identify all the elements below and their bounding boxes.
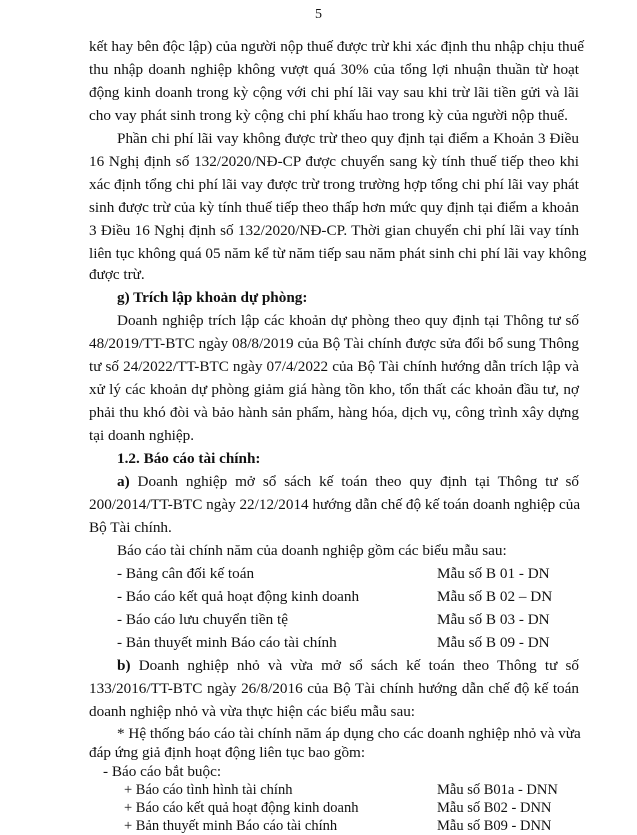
report-code: Mẫu số B09 - DNN bbox=[437, 818, 552, 834]
report-code: Mẫu số B01a - DNN bbox=[437, 782, 558, 798]
mandatory-label: - Báo cáo bắt buộc: bbox=[103, 763, 222, 780]
para-a-first-line bbox=[117, 471, 579, 493]
body-line: tại doanh nghiệp. bbox=[89, 427, 195, 444]
report-name: - Báo cáo kết quả hoạt động kinh doanh bbox=[117, 588, 360, 605]
para-b-first-line bbox=[117, 655, 579, 677]
body-line: * Hệ thống báo cáo tài chính năm áp dụng cho các doanh nghiệp nhỏ và vừa bbox=[117, 725, 581, 742]
para-a-label: a) bbox=[117, 473, 130, 490]
page-number: 5 bbox=[315, 7, 322, 22]
body-line: 133/2016/TT-BTC ngày 26/8/2016 của Bộ Tài chính hướng dẫn chế độ kế toán bbox=[89, 680, 579, 697]
body-line: xác định tổng chi phí lãi vay được trừ trong trường hợp tổng chi phí lãi vay phát bbox=[89, 176, 579, 193]
report-name: - Bản thuyết minh Báo cáo tài chính bbox=[117, 634, 337, 651]
body-line: 48/2019/TT-BTC ngày 08/8/2019 của Bộ Tài chính được sửa đổi bổ sung Thông bbox=[89, 335, 579, 352]
body-line: Doanh nghiệp nhỏ và vừa mở sổ sách kế toán theo Thông tư số bbox=[130, 657, 579, 674]
body-line: động kinh doanh trong kỳ cộng với chi phí lãi vay sau khi trừ lãi tiền gửi và lãi bbox=[89, 84, 579, 101]
body-line: phải thu khó đòi và bảo hành sản phẩm, hàng hóa, dịch vụ, công trình xây dựng bbox=[89, 404, 579, 421]
body-line: xử lý các khoản dự phòng giảm giá hàng tồn kho, tổn thất các khoản đầu tư, nợ bbox=[89, 381, 579, 398]
report-code: Mẫu số B 09 - DN bbox=[437, 634, 550, 651]
body-line: sinh được trừ của kỳ tính thuế tiếp theo thấp hơn mức quy định tại điểm a khoản bbox=[89, 199, 579, 216]
section-1-2-heading: 1.2. Báo cáo tài chính: bbox=[117, 450, 261, 467]
report-name: - Bảng cân đối kế toán bbox=[117, 565, 255, 582]
body-line: Doanh nghiệp trích lập các khoản dự phòng theo quy định tại Thông tư số bbox=[117, 312, 579, 329]
body-line: 3 Điều 16 Nghị định số 132/2020/NĐ-CP. Thời gian chuyển chi phí lãi vay tính bbox=[89, 222, 579, 239]
body-line: kết hay bên độc lập) của người nộp thuế được trừ khi xác định thu nhập chịu thuế bbox=[89, 38, 584, 55]
body-line: đáp ứng giả định hoạt động liên tục bao gồm: bbox=[89, 744, 366, 761]
report-name: + Báo cáo tình hình tài chính bbox=[124, 782, 293, 798]
body-line: liên tục không quá 05 năm kể từ năm tiếp sau năm phát sinh chi phí lãi vay không bbox=[89, 245, 587, 262]
para-b-label: b) bbox=[117, 657, 131, 674]
body-line: được trừ. bbox=[89, 266, 145, 283]
body-line: cho vay phát sinh trong kỳ cộng chi phí khấu hao trong kỳ của người nộp thuế. bbox=[89, 107, 568, 124]
annual-reports-intro: Báo cáo tài chính năm của doanh nghiệp gồm các biểu mẫu sau: bbox=[117, 542, 507, 559]
body-line: Doanh nghiệp mở sổ sách kế toán theo quy định tại Thông tư số bbox=[129, 473, 579, 490]
body-line: 16 Nghị định số 132/2020/NĐ-CP được chuyển sang kỳ tính thuế tiếp theo khi bbox=[89, 153, 579, 170]
body-line: Phần chi phí lãi vay không được trừ theo quy định tại điểm a Khoản 3 Điều bbox=[117, 130, 579, 147]
body-line: tư số 24/2022/TT-BTC ngày 07/4/2022 của Bộ Tài chính hướng dẫn trích lập và bbox=[89, 358, 579, 375]
body-line: 200/2014/TT-BTC ngày 22/12/2014 hướng dẫn chế độ kế toán doanh nghiệp của bbox=[89, 496, 581, 513]
body-line: Bộ Tài chính. bbox=[89, 519, 172, 536]
report-code: Mẫu số B 03 - DN bbox=[437, 611, 550, 628]
report-name: - Báo cáo lưu chuyển tiền tệ bbox=[117, 611, 289, 628]
report-name: + Bản thuyết minh Báo cáo tài chính bbox=[124, 818, 338, 834]
body-line: thu nhập doanh nghiệp không vượt quá 30% của tổng lợi nhuận thuần từ hoạt bbox=[89, 61, 579, 78]
report-name: + Báo cáo kết quả hoạt động kinh doanh bbox=[124, 800, 359, 816]
section-g-heading: g) Trích lập khoản dự phòng: bbox=[117, 289, 308, 306]
report-code: Mẫu số B 02 – DN bbox=[437, 588, 553, 605]
body-line: doanh nghiệp nhỏ và vừa thực hiện các biểu mẫu sau: bbox=[89, 703, 416, 720]
report-code: Mẫu số B 01 - DN bbox=[437, 565, 550, 582]
report-code: Mẫu số B02 - DNN bbox=[437, 800, 552, 816]
